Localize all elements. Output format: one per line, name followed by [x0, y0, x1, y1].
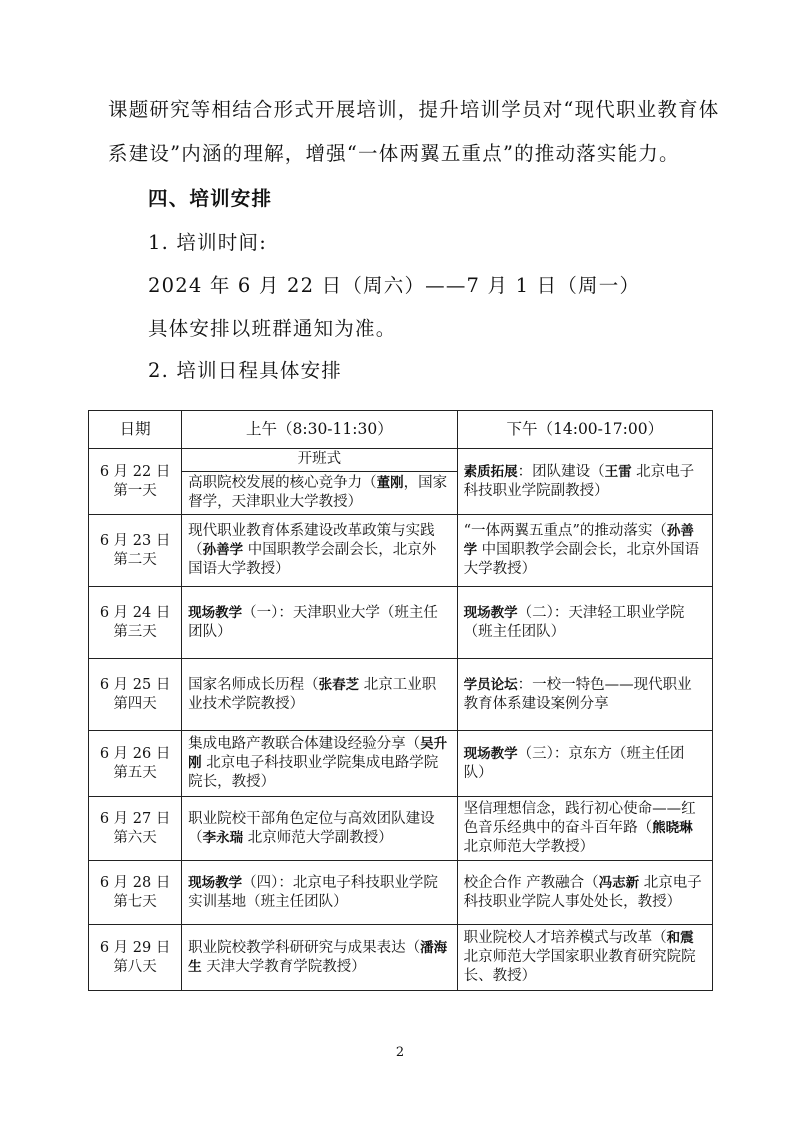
cell-morning	[182, 797, 457, 861]
speaker-title: 北京师范大学国家职业教育研究院院长、教授）	[463, 949, 696, 984]
cell-date	[89, 587, 182, 659]
speaker-name: 孙善学	[202, 542, 244, 558]
table-header-row	[89, 411, 713, 449]
cell-date	[89, 659, 182, 731]
session-type: 素质拓展	[463, 463, 518, 480]
table-row	[89, 925, 713, 991]
speaker-name: 潘海生	[188, 939, 448, 975]
day-text: 第四天	[113, 695, 157, 712]
speaker-name: 吴升刚	[188, 736, 448, 771]
day-text: 第八天	[113, 958, 157, 975]
date-text: 6 月 27 日	[99, 810, 171, 827]
cell-morning	[182, 925, 457, 991]
session-type: 现场教学	[188, 604, 243, 621]
speaker-name: 王雷	[604, 463, 632, 480]
day-text: 第七天	[113, 893, 157, 910]
speaker-title: 北京师范大学副教授）	[243, 829, 393, 846]
header-morning: 上午（8:30-11:30）	[182, 411, 457, 449]
speaker-title: ，国家督学，天津职业大学教授）	[188, 474, 448, 510]
speaker-name: 张春芝	[318, 676, 360, 693]
session-title: ：一校一特色——现代职业教育体系建设案例分享	[463, 676, 692, 712]
speaker-name: 董刚	[376, 474, 404, 491]
cell-date	[89, 449, 182, 515]
training-dates: 2024 年 6 月 22 日（周六）——7 月 1 日（周一）	[148, 274, 641, 297]
section-heading: 四、培训安排	[148, 187, 273, 210]
header-date: 日期	[89, 411, 182, 449]
speaker-name: 李永瑞	[202, 829, 244, 846]
session-title: “一体两翼五重点”的推动落实（	[463, 523, 667, 539]
date-text: 6 月 26 日	[99, 745, 171, 762]
speaker-title: 北京电子科技职业学院副教授）	[463, 463, 695, 499]
schedule-table	[88, 410, 713, 991]
cell-afternoon	[457, 861, 712, 925]
body-paragraph-line-2: 系建设”内涵的理解，增强“一体两翼五重点”的推动落实能力。	[108, 142, 680, 165]
speaker-title: 中国职教学会副会长，北京外国语大学教授）	[463, 542, 700, 577]
speaker-title: 北京电子科技职业学院集成电路学院院长，教授）	[188, 755, 439, 790]
session-type: 学员论坛	[463, 676, 518, 693]
speaker-title: 中国职教学会副会长，北京外国语大学教授）	[188, 542, 437, 577]
cell-morning	[182, 515, 457, 587]
date-text: 6 月 22 日	[99, 463, 171, 480]
session-type: 现场教学	[188, 874, 243, 891]
date-text: 6 月 24 日	[99, 604, 171, 621]
cell-date	[89, 925, 182, 991]
table-row	[89, 449, 713, 515]
table-row	[89, 587, 713, 659]
date-text: 6 月 23 日	[99, 532, 171, 549]
cell-afternoon	[457, 797, 712, 861]
body-paragraph-line-1: 课题研究等相结合形式开展培训，提升培训学员对“现代职业教育体	[108, 98, 720, 121]
session-type: 现场教学	[463, 604, 518, 621]
date-text: 6 月 28 日	[99, 874, 171, 891]
session-title: 校企合作 产教融合（	[463, 874, 599, 891]
cell-afternoon	[457, 731, 712, 797]
date-text: 6 月 25 日	[99, 676, 171, 693]
session-title: （四）：北京电子科技职业学院实训基地（班主任团队）	[188, 874, 438, 910]
cell-morning	[182, 449, 457, 515]
cell-afternoon	[457, 659, 712, 731]
table-row	[89, 515, 713, 587]
session-title: 坚信理想信念，践行初心使命——红色音乐经典中的奋斗百年路（	[463, 801, 696, 836]
session-title: 集成电路产教联合体建设经验分享（	[188, 736, 421, 752]
speaker-title: 天津大学教育学院教授）	[201, 958, 366, 975]
session-title: 国家名师成长历程（	[188, 676, 319, 693]
cell-morning	[182, 731, 457, 797]
session-title: ：团队建设（	[517, 463, 605, 480]
session-title: 现代职业教育体系建设改革政策与实践（	[188, 523, 435, 558]
cell-morning	[182, 659, 457, 731]
day-text: 第五天	[113, 764, 157, 781]
cell-date	[89, 797, 182, 861]
session-title: （二）：天津轻工职业学院（班主任团队）	[463, 604, 685, 640]
item-schedule: 2. 培训日程具体安排	[148, 359, 343, 382]
session-title: （三）：京东方（班主任团队）	[463, 745, 685, 781]
session-title: 职业院校人才培养模式与改革（	[463, 930, 667, 946]
speaker-title: 北京电子科技职业学院人事处处长，教授）	[463, 874, 702, 910]
cell-date	[89, 861, 182, 925]
cell-date	[89, 515, 182, 587]
header-afternoon: 下午（14:00-17:00）	[457, 411, 712, 449]
speaker-title: 北京工业职业技术学院教授）	[188, 676, 437, 712]
day-text: 第二天	[113, 551, 157, 568]
session-title: 职业院校干部角色定位与高效团队建设（	[188, 810, 435, 846]
cell-afternoon	[457, 515, 712, 587]
day-text: 第三天	[113, 623, 157, 640]
cell-afternoon	[457, 587, 712, 659]
speaker-name: 冯志新	[598, 874, 640, 891]
cell-afternoon	[457, 925, 712, 991]
speaker-name: 和震	[666, 930, 694, 946]
page-number: 2	[395, 1045, 405, 1060]
item-training-time: 1. 培训时间:	[148, 231, 267, 254]
cell-morning	[182, 587, 457, 659]
date-text: 6 月 29 日	[99, 939, 171, 956]
table-row	[89, 861, 713, 925]
speaker-name: 熊晓琳	[652, 820, 693, 836]
session-title: （一）：天津职业大学（班主任团队）	[188, 604, 438, 640]
cell-date	[89, 731, 182, 797]
schedule-note: 具体安排以班群通知为准。	[148, 317, 397, 340]
table-row	[89, 731, 713, 797]
cell-afternoon	[457, 449, 712, 515]
session-title: 高职院校发展的核心竞争力（	[188, 474, 377, 491]
speaker-title: 北京师范大学教授）	[463, 839, 595, 855]
table-row	[89, 797, 713, 861]
day-text: 第六天	[113, 829, 157, 846]
session-title: 职业院校教学科研研究与成果表达（	[188, 939, 421, 956]
speaker-name: 孙善学	[463, 523, 694, 558]
session-type: 现场教学	[463, 745, 518, 762]
day-text: 第一天	[113, 482, 157, 499]
opening-ceremony: 开班式	[182, 448, 456, 472]
cell-morning	[182, 861, 457, 925]
table-row	[89, 659, 713, 731]
